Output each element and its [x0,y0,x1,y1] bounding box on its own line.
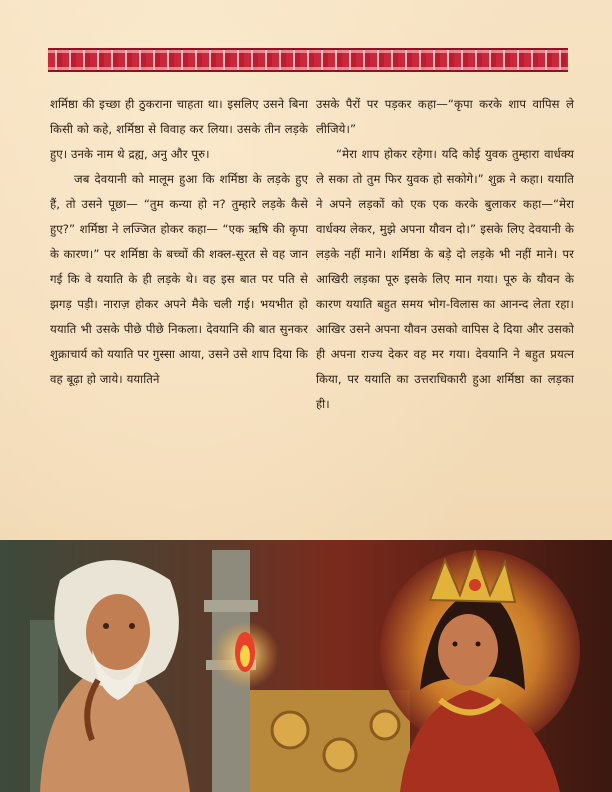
paragraph: “मेरा शाप होकर रहेगा। यदि कोई युवक तुम्हारा वार्धक्य ले सका तो तुम फिर युवक हो सकोगे।” शुक्र ने कहा। ययाति ने अपने लड़कों को एक एक करके बुलाकर कहा—“मेरा वार्धक्य लेकर, मुझे अपना यौवन दो।” इसके लिए देवयानी के लड़के नहीं माने। शर्मिष्ठा के बड़े दो लड़के भी नहीं माने। पर आखिरी लड़का पूरु इसके लिए मान गया। पूरु के यौवन के कारण ययाति बहुत समय भोग-विलास का आनन्द लेता रहा। आखिर उसने अपना यौवन उसको वापिस दे दिया और उसको ही अपना राज्य देकर वह मर गया। देवयानि ने बहुत प्रयत्न किया, पर ययाति का उत्तराधिकारी हुआ शर्मिष्ठा का लड़का ही। [316,147,574,411]
paragraph: शर्मिष्ठा की इच्छा ही ठुकराना चाहता था। इसलिए उसने बिना किसी को कहे, शर्मिष्ठा से विवाह कर लिया। उसके तीन लड़के हुए। उनके नाम थे द्रह्य, अनु और पूरु। [50,97,308,161]
ornamental-panel [250,690,410,792]
story-illustration [0,540,612,792]
decorative-border [48,48,568,72]
text-column-right [316,92,574,417]
paragraph: जब देवयानी को मालूम हुआ कि शर्मिष्ठा के लड़के हुए हैं, तो उसने पूछा— “तुम कन्या हो न? तुम्हारे लड़के कैसे हुए?” शर्मिष्ठा ने लज्जित होकर कहा— “एक ऋषि की कृपा के कारण।” पर शर्मिष्ठा के बच्चों की शक्ल-सूरत से वह जान गई कि वे ययाति के ही लड़के थे। वह इस बात पर पति से झगड़ पड़ी। नाराज़ होकर अपने मैके चली गई। भयभीत हो ययाति भी उसके पीछे पीछे निकला। देवयानि की बात सुनकर शुक्राचार्य को ययाति पर गुस्सा आया, उसने उसे शाप दिया कि वह बूढ़ा हो जाये। ययातिने [50,172,308,386]
lamp-flame [211,621,279,689]
paragraph: उसके पैरों पर पड़कर कहा—“कृपा करके शाप वापिस ले लीजिये।” [316,97,574,136]
text-column-left [50,92,308,392]
